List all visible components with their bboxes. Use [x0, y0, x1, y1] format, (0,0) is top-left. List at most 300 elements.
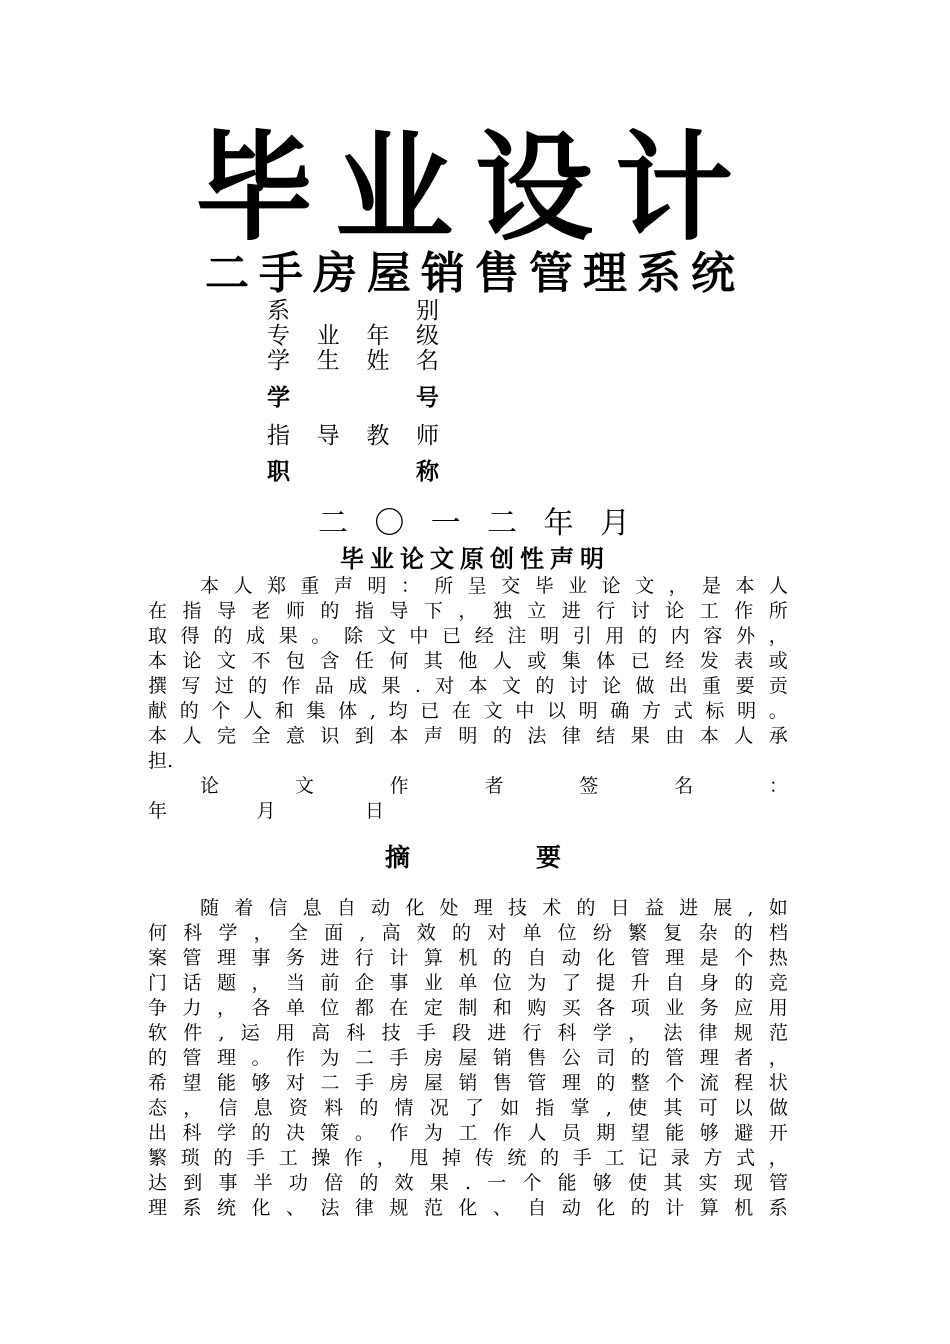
- text-char: 到: [354, 725, 374, 747]
- text-char: 提: [596, 972, 616, 994]
- text-char: 个: [734, 947, 754, 969]
- info-label: [267, 385, 439, 411]
- text-char: 何: [148, 922, 168, 944]
- text-char: 争: [148, 997, 168, 1019]
- declaration-line: [148, 649, 788, 673]
- text-char: 的: [638, 625, 658, 647]
- text-char: 确: [610, 700, 630, 722]
- text-char: 技: [381, 1022, 401, 1044]
- info-label-char: 业: [316, 323, 340, 349]
- text-char: 息: [253, 1097, 273, 1119]
- text-char: 出: [148, 1122, 168, 1144]
- text-char: 计: [665, 1197, 685, 1219]
- text-char: 工: [605, 1147, 625, 1169]
- text-char: 各: [596, 997, 616, 1019]
- text-char: 文: [483, 700, 503, 722]
- text-char: 集: [561, 650, 581, 672]
- text-char: 其: [663, 1172, 683, 1194]
- text-char: 功: [288, 1172, 308, 1194]
- text-char: 的: [630, 1047, 650, 1069]
- text-char: 工: [278, 1147, 298, 1169]
- text-char: 在: [451, 700, 471, 722]
- text-char: 决: [285, 1122, 305, 1144]
- info-label-char: 专: [267, 323, 290, 349]
- text-char: 成: [348, 675, 368, 697]
- text-char: 全: [251, 725, 271, 747]
- text-char: 本: [148, 725, 168, 747]
- text-char: 态: [148, 1097, 168, 1119]
- text-char: 科: [346, 1022, 366, 1044]
- text-char: 人: [527, 1122, 547, 1144]
- abstract-line: [148, 1196, 788, 1220]
- text-char: 法: [320, 1197, 340, 1219]
- text-char: 签: [579, 775, 599, 797]
- text-char: 软: [148, 1022, 168, 1044]
- text-char: 果: [630, 725, 650, 747]
- text-char: ，: [183, 1097, 203, 1119]
- text-char: 管: [182, 1047, 202, 1069]
- text-char: 写: [181, 675, 201, 697]
- text-char: 出: [668, 675, 688, 697]
- text-char: 本: [200, 575, 220, 597]
- text-char: 面: [324, 922, 344, 944]
- text-char: 论: [200, 775, 220, 797]
- text-char: 规: [389, 1197, 409, 1219]
- text-char: 司: [596, 1047, 616, 1069]
- date-char: 年: [543, 506, 574, 541]
- text-char: 果: [429, 1172, 449, 1194]
- text-char: 管: [768, 1172, 788, 1194]
- text-char: 成: [246, 625, 266, 647]
- text-char: ，: [458, 600, 478, 622]
- text-char: 话: [182, 972, 202, 994]
- text-char: 动: [561, 1197, 581, 1219]
- text-char: 交: [501, 575, 521, 597]
- info-label-char: 指: [267, 423, 290, 449]
- text-char: 算: [699, 1197, 719, 1219]
- text-char: 随: [200, 897, 220, 919]
- text-char: 论: [182, 650, 202, 672]
- text-char: 的: [596, 1072, 616, 1094]
- text-char: 论: [601, 575, 621, 597]
- text-char: 甩: [409, 1147, 429, 1169]
- text-char: 日: [610, 897, 630, 919]
- declaration-line: [148, 724, 788, 748]
- text-char: 的: [251, 1122, 271, 1144]
- text-char: 的: [359, 1172, 379, 1194]
- text-char: 中: [515, 700, 535, 722]
- text-char: 自: [527, 1197, 547, 1219]
- text-char: 声: [423, 725, 443, 747]
- text-char: 对: [487, 922, 507, 944]
- text-char: 科: [557, 1022, 577, 1044]
- text-char: 由: [665, 725, 685, 747]
- text-char: 行: [522, 1022, 542, 1044]
- text-char: 作: [281, 675, 301, 697]
- text-char: 集: [306, 700, 326, 722]
- text-char: 立: [527, 600, 547, 622]
- text-char: 件: [183, 1022, 203, 1044]
- text-char: 呈: [467, 575, 487, 597]
- text-char: 业: [665, 997, 685, 1019]
- text-char: 用: [605, 625, 625, 647]
- text-char: 一: [487, 1172, 507, 1194]
- text-char: 。: [251, 1047, 271, 1069]
- text-char: 理: [665, 947, 685, 969]
- text-char: 声: [333, 575, 353, 597]
- text-char: 到: [183, 1172, 203, 1194]
- text-char: 门: [148, 972, 168, 994]
- text-char: 师: [285, 600, 305, 622]
- text-char: 期: [596, 1122, 616, 1144]
- date-char: 〇: [374, 506, 405, 541]
- text-char: 制: [458, 997, 478, 1019]
- text-char: 如: [768, 897, 788, 919]
- text-char: 事: [389, 972, 409, 994]
- text-char: 引: [572, 625, 592, 647]
- text-char: ,: [218, 1022, 225, 1044]
- text-char: 做: [768, 1097, 788, 1119]
- text-char: 屋: [458, 1047, 478, 1069]
- date-char: 二: [487, 506, 518, 541]
- text-char: 人: [182, 725, 202, 747]
- text-char: 管: [665, 1047, 685, 1069]
- text-char: 为: [527, 972, 547, 994]
- abstract-line: [148, 946, 788, 970]
- text-char: 的: [359, 1097, 379, 1119]
- text-char: 程: [734, 1072, 754, 1094]
- abstract-line: [148, 1096, 788, 1120]
- text-char: 月: [256, 800, 276, 822]
- declaration-line: [148, 624, 788, 648]
- abstract-line: [148, 1046, 788, 1070]
- text-char: 单: [458, 972, 478, 994]
- text-char: 务: [699, 997, 719, 1019]
- abstract-heading: [385, 842, 561, 874]
- text-char: 售: [527, 1047, 547, 1069]
- text-char: 讨: [630, 600, 650, 622]
- text-char: 应: [734, 997, 754, 1019]
- text-char: 和: [492, 997, 512, 1019]
- text-char: 作: [344, 1147, 364, 1169]
- text-char: 档: [768, 922, 788, 944]
- text-char: 。: [768, 700, 788, 722]
- text-char: 复: [663, 922, 683, 944]
- text-char: 老: [251, 600, 271, 622]
- text-char: 作: [734, 600, 754, 622]
- signature-line: [200, 774, 788, 798]
- text-char: 二: [320, 1072, 340, 1094]
- text-char: 热: [768, 947, 788, 969]
- text-char: 文: [376, 625, 396, 647]
- text-char: 位: [492, 972, 512, 994]
- text-char: 自: [527, 947, 547, 969]
- text-char: 理: [216, 1047, 236, 1069]
- text-char: 能: [557, 1172, 577, 1194]
- text-char: 现: [733, 1172, 753, 1194]
- text-char: 学: [218, 922, 238, 944]
- text-char: 位: [320, 997, 340, 1019]
- text-char: ,: [369, 700, 376, 722]
- text-char: 身: [699, 972, 719, 994]
- text-char: 外: [736, 625, 756, 647]
- date-char: 二: [318, 506, 348, 541]
- text-char: 已: [420, 700, 440, 722]
- text-char: 事: [251, 947, 271, 969]
- text-char: 的: [248, 675, 268, 697]
- text-char: 理: [216, 947, 236, 969]
- text-char: 理: [148, 1197, 168, 1219]
- text-char: ，: [668, 575, 688, 597]
- text-char: 的: [179, 700, 199, 722]
- text-char: 竞: [768, 972, 788, 994]
- text-char: 得: [180, 625, 200, 647]
- text-char: 琐: [180, 1147, 200, 1169]
- text-char: 果: [278, 625, 298, 647]
- text-char: 包: [285, 650, 305, 672]
- text-char: ,: [359, 922, 366, 944]
- text-char: 算: [423, 947, 443, 969]
- text-char: 以: [546, 700, 566, 722]
- text-char: .: [414, 675, 421, 697]
- abstract-line: [148, 921, 788, 945]
- text-char: 销: [492, 1047, 512, 1069]
- text-char: 的: [320, 600, 340, 622]
- text-char: 流: [699, 1072, 719, 1094]
- info-label-char: 职: [267, 458, 290, 485]
- text-char: ，: [253, 922, 273, 944]
- text-char: 任: [354, 650, 374, 672]
- text-char: 律: [354, 1197, 374, 1219]
- text-char: 手: [572, 1147, 592, 1169]
- text-char: 在: [389, 997, 409, 1019]
- text-char: 行: [596, 600, 616, 622]
- text-char: 其: [423, 650, 443, 672]
- text-char: 本: [389, 725, 409, 747]
- text-char: 运: [240, 1022, 260, 1044]
- text-char: 资: [288, 1097, 308, 1119]
- text-char: 都: [354, 997, 374, 1019]
- text-char: 管: [630, 947, 650, 969]
- text-char: 含: [320, 650, 340, 672]
- info-label-char: 系: [267, 298, 290, 324]
- text-char: 情: [394, 1097, 414, 1119]
- text-char: 化: [405, 897, 425, 919]
- text-char: 销: [458, 1072, 478, 1094]
- info-label-char: 年: [366, 323, 390, 349]
- text-char: 毕: [534, 575, 554, 597]
- text-char: 科: [182, 1122, 202, 1144]
- text-char: 了: [561, 972, 581, 994]
- text-char: 实: [698, 1172, 718, 1194]
- declaration-line: [200, 574, 788, 598]
- text-char: 案: [148, 947, 168, 969]
- heading-char: 要: [535, 843, 561, 872]
- text-char: 科: [183, 922, 203, 944]
- text-char: 以: [733, 1097, 753, 1119]
- info-label-char: 名: [415, 348, 439, 374]
- text-char: 方: [642, 700, 662, 722]
- text-char: 企: [354, 972, 374, 994]
- text-char: ，: [376, 1147, 396, 1169]
- info-label-char: 导: [316, 423, 340, 449]
- text-char: 者: [484, 775, 504, 797]
- text-char: 系: [768, 1197, 788, 1219]
- text-char: 年: [148, 800, 168, 822]
- declaration-line: [148, 674, 788, 698]
- text-char: 的: [734, 972, 754, 994]
- text-char: 如: [500, 1097, 520, 1119]
- text-char: 人: [233, 575, 253, 597]
- text-char: 繁: [628, 922, 648, 944]
- text-char: 取: [148, 625, 168, 647]
- text-char: 项: [630, 997, 650, 1019]
- info-label-char: 号: [416, 384, 439, 411]
- text-char: 表: [734, 650, 754, 672]
- text-char: 员: [561, 1122, 581, 1144]
- text-char: 明: [578, 700, 598, 722]
- text-char: 法: [663, 1022, 683, 1044]
- text-char: 要: [735, 675, 755, 697]
- text-char: 承: [768, 725, 788, 747]
- text-char: 纷: [592, 922, 612, 944]
- text-char: 文: [216, 650, 236, 672]
- declaration-line: [148, 599, 788, 623]
- text-char: 讨: [568, 675, 588, 697]
- text-char: 。: [311, 625, 331, 647]
- text-char: 处: [439, 897, 459, 919]
- text-char: ，: [768, 625, 788, 647]
- info-label-char: 学: [267, 384, 290, 411]
- date-char: 月: [599, 506, 630, 541]
- text-char: 果: [381, 675, 401, 697]
- text-char: 位: [557, 922, 577, 944]
- abstract-line: [148, 1121, 788, 1145]
- text-char: 够: [251, 1072, 271, 1094]
- text-char: 务: [285, 947, 305, 969]
- text-char: 均: [388, 700, 408, 722]
- text-char: ,: [747, 897, 754, 919]
- text-char: 品: [314, 675, 334, 697]
- text-char: 进: [679, 897, 699, 919]
- text-char: 繁: [148, 1147, 168, 1169]
- text-char: 计: [389, 947, 409, 969]
- text-char: 的: [576, 897, 596, 919]
- text-char: 体: [596, 650, 616, 672]
- text-char: 统: [507, 1147, 527, 1169]
- text-char: 不: [251, 650, 271, 672]
- text-char: 记: [638, 1147, 658, 1169]
- text-char: 为: [423, 1122, 443, 1144]
- text-char: 担: [148, 750, 168, 772]
- text-char: 献: [148, 700, 168, 722]
- text-char: 二: [354, 1047, 374, 1069]
- text-char: 作: [285, 1047, 305, 1069]
- text-char: 单: [285, 997, 305, 1019]
- text-char: ，: [768, 1047, 788, 1069]
- text-char: 信: [268, 897, 288, 919]
- text-char: 做: [635, 675, 655, 697]
- text-char: 结: [596, 725, 616, 747]
- text-char: 开: [768, 1122, 788, 1144]
- info-label-char: 生: [316, 348, 340, 374]
- text-char: 对: [285, 1072, 305, 1094]
- abstract-line: [200, 896, 788, 920]
- text-char: 着: [234, 897, 254, 919]
- text-char: 法: [527, 725, 547, 747]
- text-char: 本: [699, 725, 719, 747]
- text-char: 理: [473, 897, 493, 919]
- text-char: 个: [211, 700, 231, 722]
- text-char: 动: [561, 947, 581, 969]
- text-char: 意: [285, 725, 305, 747]
- text-char: 学: [216, 1122, 236, 1144]
- text-char: 的: [213, 625, 233, 647]
- text-char: 作: [492, 1122, 512, 1144]
- abstract-line: [148, 1171, 788, 1195]
- text-char: 注: [507, 625, 527, 647]
- text-char: 的: [148, 1047, 168, 1069]
- text-char: 望: [630, 1122, 650, 1144]
- text-char: 规: [733, 1022, 753, 1044]
- text-char: 行: [354, 947, 374, 969]
- text-char: 料: [324, 1097, 344, 1119]
- info-label: [267, 298, 439, 324]
- text-char: 业: [423, 972, 443, 994]
- text-char: ,: [605, 1097, 612, 1119]
- text-char: 半: [253, 1172, 273, 1194]
- text-char: 的: [213, 1147, 233, 1169]
- text-char: 理: [699, 1047, 719, 1069]
- text-char: 能: [665, 1122, 685, 1144]
- text-char: 内: [670, 625, 690, 647]
- text-char: 人: [768, 575, 788, 597]
- text-char: 范: [423, 1197, 443, 1219]
- text-char: 高: [311, 1022, 331, 1044]
- text-char: 和: [274, 700, 294, 722]
- text-char: 屋: [423, 1072, 443, 1094]
- text-char: 购: [527, 997, 547, 1019]
- text-char: 售: [492, 1072, 512, 1094]
- text-char: 是: [699, 947, 719, 969]
- text-char: 自: [336, 897, 356, 919]
- signature-date-line: [148, 799, 384, 823]
- text-char: 律: [698, 1022, 718, 1044]
- text-char: 发: [699, 650, 719, 672]
- text-char: 明: [367, 575, 387, 597]
- text-char: 下: [423, 600, 443, 622]
- text-char: 人: [492, 650, 512, 672]
- text-char: 手: [416, 1022, 436, 1044]
- text-char: 除: [344, 625, 364, 647]
- text-char: 题: [216, 972, 236, 994]
- text-char: 前: [320, 972, 340, 994]
- text-char: 全: [288, 922, 308, 944]
- text-char: 力: [182, 997, 202, 1019]
- text-char: 个: [665, 1072, 685, 1094]
- info-label: [267, 348, 439, 374]
- date-char: 一: [430, 506, 461, 541]
- text-char: 进: [320, 947, 340, 969]
- text-char: 作: [389, 1122, 409, 1144]
- text-char: 或: [527, 650, 547, 672]
- text-char: 掉: [442, 1147, 462, 1169]
- text-char: 希: [148, 1072, 168, 1094]
- info-label-char: 师: [415, 423, 439, 449]
- text-char: 所: [768, 600, 788, 622]
- text-char: 为: [320, 1047, 340, 1069]
- text-char: 的: [733, 922, 753, 944]
